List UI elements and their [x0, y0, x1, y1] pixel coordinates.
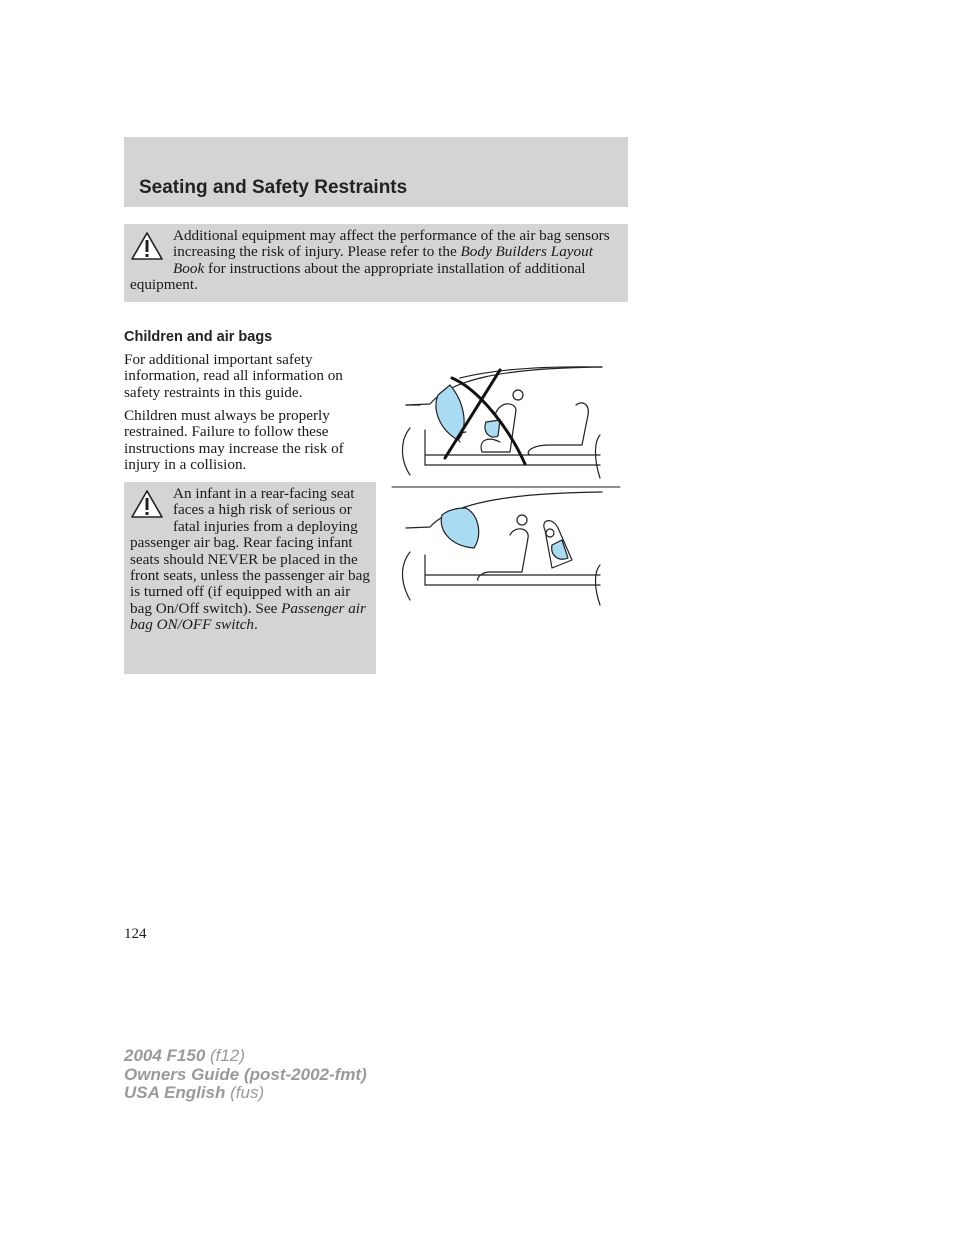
airbag-shape	[441, 508, 478, 548]
footer-guide: Owners Guide (post-2002-fmt)	[124, 1064, 367, 1084]
incorrect-placement-panel	[403, 367, 603, 478]
document-footer	[124, 1047, 367, 1103]
warning-triangle-icon	[130, 489, 164, 519]
warning-infant-text	[130, 486, 372, 634]
restraint-paragraph: Children must always be properly restrained. Failure to follow these instructions may increase the risk of injury in a collision.	[124, 407, 344, 474]
warning-infant-text-part: An infant in a rear-facing seat faces a high risk of serious or fatal injuries from a deploying passenger air bag. Rear facing infant seats should NEVER be placed in the front seats, unless the passenger air bag is turned off (if equipped with an air bag On/Off switch). See	[130, 485, 370, 617]
footer-model-code: (f12)	[205, 1046, 245, 1065]
infant-seat-shape	[485, 420, 500, 437]
child-seat-airbag-illustration	[390, 360, 622, 612]
children-airbags-heading: Children and air bags	[124, 329, 273, 345]
safety-info-paragraph: For additional important safety information, read all information on safety restraints in this guide.	[124, 351, 343, 401]
section-header-band	[124, 137, 628, 207]
correct-placement-panel	[403, 492, 603, 605]
section-title: Seating and Safety Restraints	[139, 177, 408, 198]
infant-seat-shape	[552, 540, 568, 559]
footer-line-model	[124, 1047, 367, 1066]
footer-model: 2004 F150	[124, 1046, 206, 1065]
warning-equipment-text-part: Additional equipment may affect the performance of the air bag sensors increasing the risk of injury. Please refer to the	[173, 227, 610, 261]
warning-equipment-text	[130, 228, 620, 294]
footer-language: USA English	[124, 1083, 226, 1102]
footer-line-guide	[124, 1066, 367, 1085]
warning-equipment-text-part: for instructions about the appropriate installation of additional equipment.	[130, 259, 586, 294]
page-number: 124	[124, 926, 147, 942]
footer-line-language	[124, 1084, 367, 1103]
body-builders-layout-book-ref: Body Builders Layout Book	[173, 243, 593, 277]
warning-box-equipment	[124, 224, 628, 302]
warning-box-infant	[124, 482, 376, 674]
warning-triangle-icon	[130, 231, 164, 261]
airbag-switch-ref: Passenger air bag ON/OFF switch	[130, 599, 366, 634]
warning-infant-text-part: .	[254, 616, 258, 634]
footer-language-code: (fus)	[225, 1083, 265, 1102]
